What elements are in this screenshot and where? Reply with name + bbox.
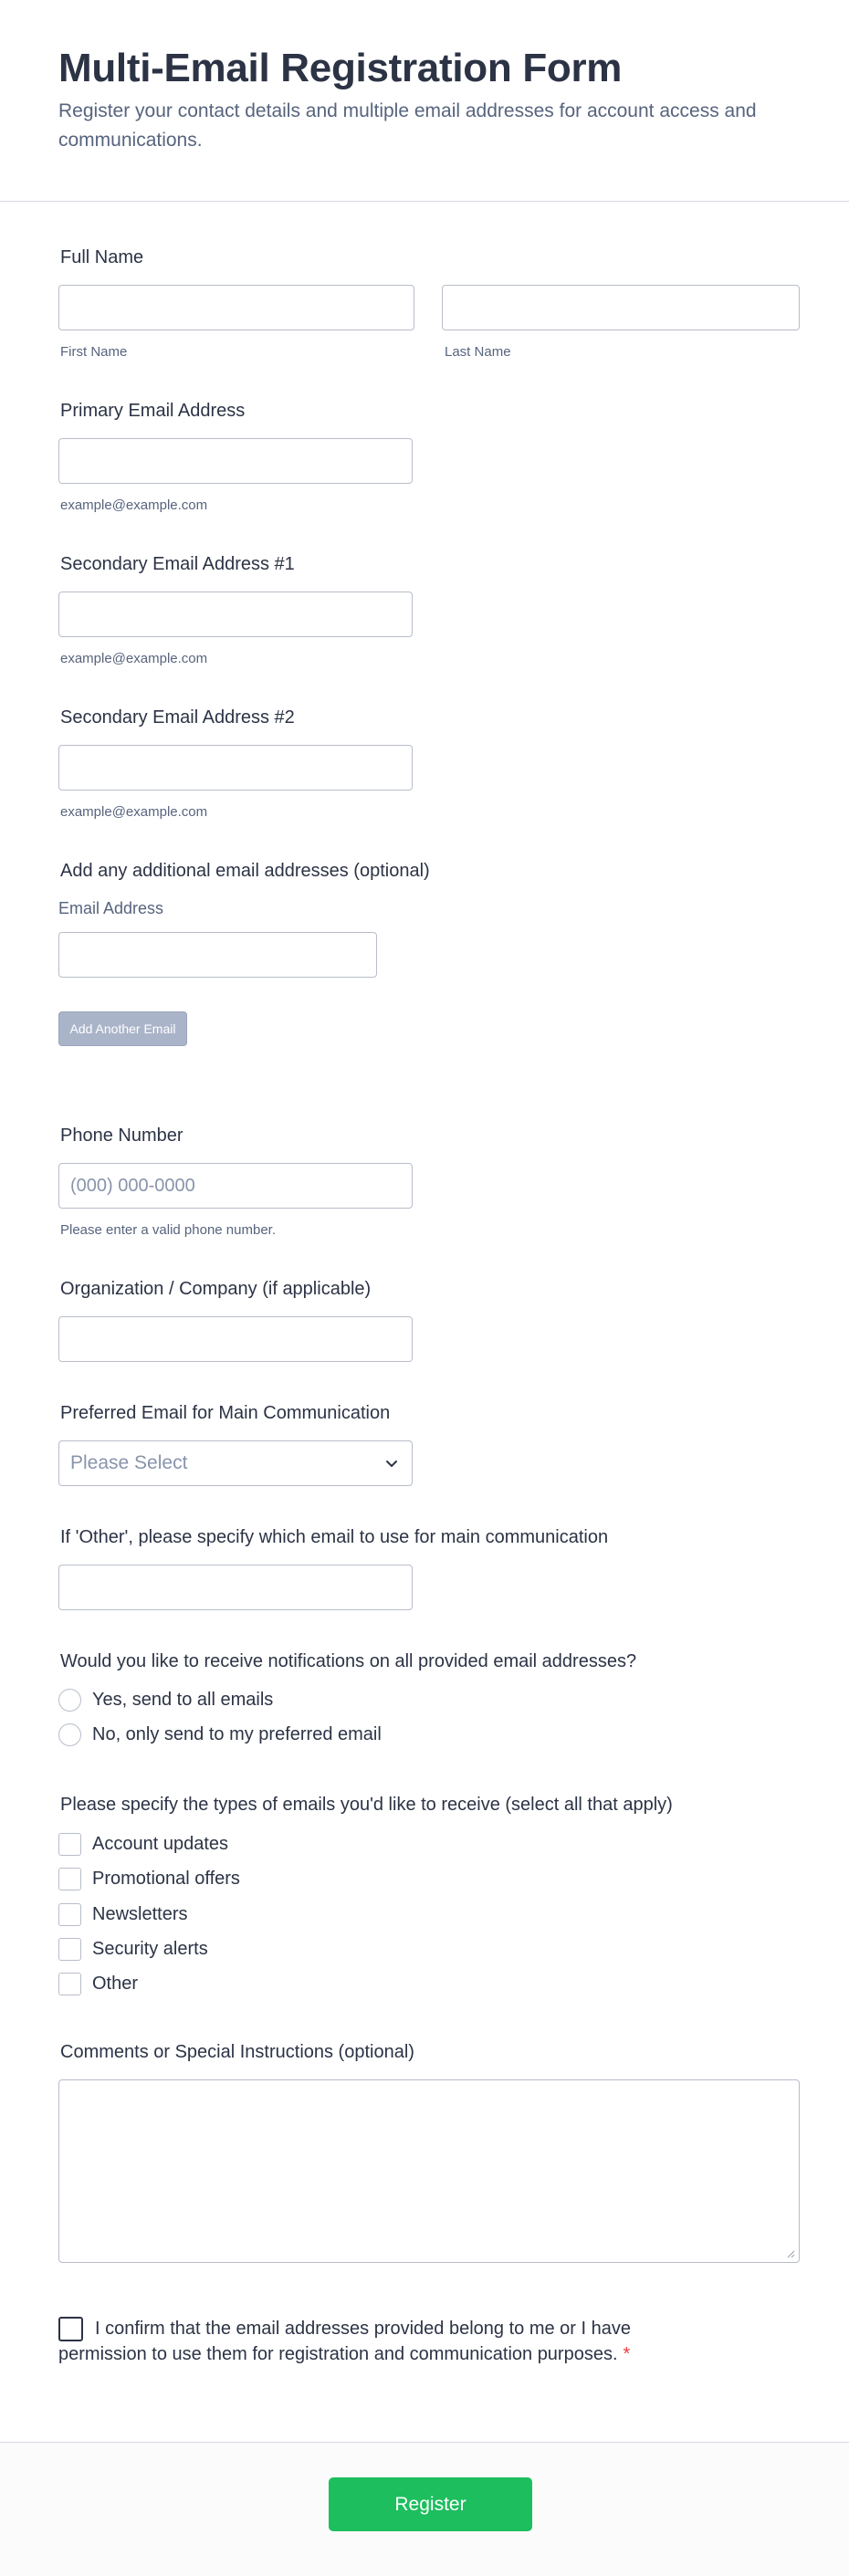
confirmation-text: I confirm that the email addresses provided belong to me or I have permission to use them for registration and communication purposes. bbox=[58, 2319, 631, 2364]
email-types-label: Please specify the types of emails you'd like to receive (select all that apply) bbox=[60, 1795, 673, 1815]
notifications-option-yes[interactable] bbox=[58, 1689, 273, 1712]
resize-handle-icon[interactable] bbox=[786, 2249, 795, 2258]
other-email-input[interactable] bbox=[58, 1565, 413, 1610]
register-button[interactable]: Register bbox=[329, 2477, 532, 2531]
email-type-newsletters[interactable] bbox=[58, 1903, 187, 1926]
chevron-down-icon bbox=[383, 1454, 401, 1472]
notifications-option-no[interactable] bbox=[58, 1723, 382, 1746]
secondary-email-2-sublabel: example@example.com bbox=[60, 804, 208, 820]
notifications-label: Would you like to receive notifications on all provided email addresses? bbox=[60, 1651, 637, 1671]
confirmation-text-block bbox=[58, 2316, 697, 2367]
other-email-label: If 'Other', please specify which email to use for main communication bbox=[60, 1527, 609, 1547]
primary-email-sublabel: example@example.com bbox=[60, 497, 208, 513]
checkbox-label: Newsletters bbox=[92, 1904, 188, 1924]
phone-sublabel: Please enter a valid phone number. bbox=[60, 1222, 276, 1238]
checkbox-label: Other bbox=[92, 1974, 139, 1994]
radio-button[interactable] bbox=[58, 1689, 81, 1712]
additional-emails-label: Add any additional email addresses (optional) bbox=[60, 861, 430, 881]
header-divider bbox=[0, 201, 849, 202]
checkbox-label: Security alerts bbox=[92, 1939, 208, 1959]
checkbox[interactable] bbox=[58, 1868, 81, 1890]
required-asterisk: * bbox=[623, 2344, 631, 2364]
checkbox-label: Promotional offers bbox=[92, 1869, 240, 1889]
radio-label: No, only send to my preferred email bbox=[92, 1724, 382, 1744]
form-title: Multi-Email Registration Form bbox=[58, 46, 623, 90]
primary-email-label: Primary Email Address bbox=[60, 401, 246, 421]
primary-email-input[interactable] bbox=[58, 438, 413, 484]
radio-label: Yes, send to all emails bbox=[92, 1690, 274, 1710]
organization-input[interactable] bbox=[58, 1316, 413, 1362]
secondary-email-2-label: Secondary Email Address #2 bbox=[60, 707, 295, 728]
radio-button[interactable] bbox=[58, 1723, 81, 1746]
additional-email-field-label: Email Address bbox=[58, 899, 164, 917]
additional-email-input[interactable] bbox=[58, 932, 377, 978]
full-name-label: Full Name bbox=[60, 247, 144, 267]
first-name-input[interactable] bbox=[58, 285, 414, 330]
add-another-email-button[interactable]: Add Another Email bbox=[58, 1011, 187, 1046]
email-type-promotional-offers[interactable] bbox=[58, 1868, 240, 1890]
checkbox[interactable] bbox=[58, 1903, 81, 1926]
last-name-sublabel: Last Name bbox=[445, 344, 511, 360]
secondary-email-1-sublabel: example@example.com bbox=[60, 651, 208, 666]
organization-label: Organization / Company (if applicable) bbox=[60, 1279, 372, 1299]
preferred-email-selected: Please Select bbox=[70, 1452, 188, 1473]
last-name-input[interactable] bbox=[442, 285, 800, 330]
secondary-email-2-input[interactable] bbox=[58, 745, 413, 791]
first-name-sublabel: First Name bbox=[60, 344, 128, 360]
preferred-email-select[interactable] bbox=[58, 1440, 413, 1486]
email-type-account-updates[interactable] bbox=[58, 1833, 228, 1856]
email-type-security-alerts[interactable] bbox=[58, 1938, 208, 1961]
secondary-email-1-input[interactable] bbox=[58, 592, 413, 637]
phone-label: Phone Number bbox=[60, 1126, 183, 1146]
checkbox[interactable] bbox=[58, 1938, 81, 1961]
form-subtitle: Register your contact details and multiple email addresses for account access and communications. bbox=[58, 100, 757, 151]
secondary-email-1-label: Secondary Email Address #1 bbox=[60, 554, 295, 574]
phone-input[interactable] bbox=[58, 1163, 413, 1209]
checkbox[interactable] bbox=[58, 1833, 81, 1856]
comments-label: Comments or Special Instructions (optional) bbox=[60, 2042, 414, 2062]
comments-textarea[interactable] bbox=[58, 2079, 800, 2263]
checkbox[interactable] bbox=[58, 1973, 81, 1995]
preferred-email-label: Preferred Email for Main Communication bbox=[60, 1403, 391, 1423]
email-type-other[interactable] bbox=[58, 1973, 138, 1995]
checkbox-label: Account updates bbox=[92, 1834, 228, 1854]
